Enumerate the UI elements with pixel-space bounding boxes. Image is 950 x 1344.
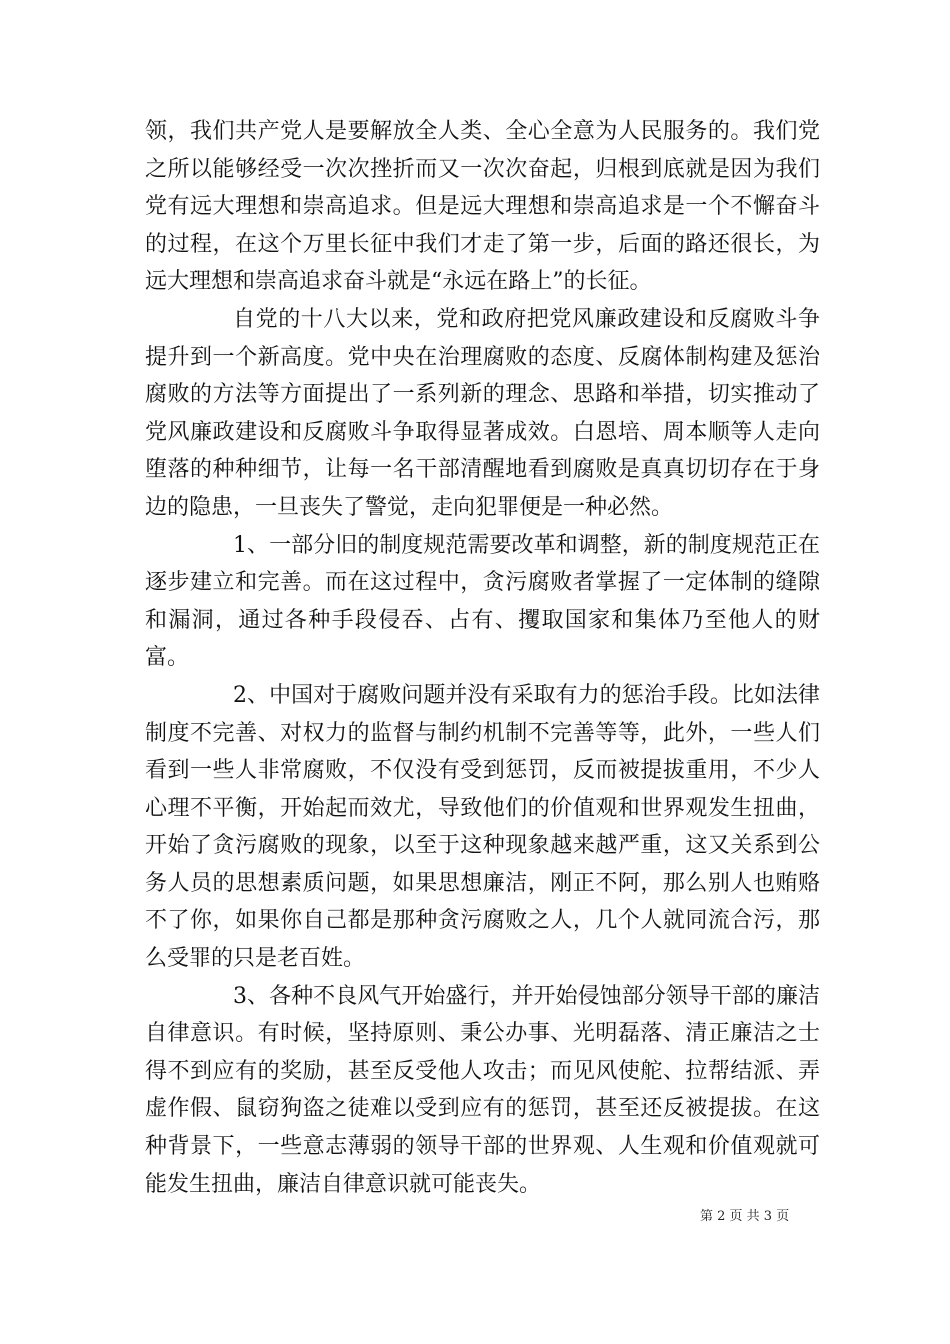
paragraph-point-1: 1、一部分旧的制度规范需要改革和调整，新的制度规范正在逐步建立和完善。而在这过程中，贪污腐败者掌握了一定体制的缝隙和漏洞，通过各种手段侵吞、占有、攫取国家和集体乃至他人的财富。 bbox=[145, 532, 820, 671]
paragraph-point-2: 2、中国对于腐败问题并没有采取有力的惩治手段。比如法律制度不完善、对权力的监督与制约机制不完善等等，此外，一些人们看到一些人非常腐败，不仅没有受到惩罚，反而被提拔重用，不少人心理不平衡，开始起而效尤，导致他们的价值观和世界观发生扭曲，开始了贪污腐败的现象，以至于这种现象越来越严重，这又关系到公务人员的思想素质问题，如果思想廉洁，刚正不阿，那么别人也贿赂不了你，如果你自己都是那种贪污腐败之人，几个人就同流合污，那么受罪的只是老百姓。 bbox=[145, 682, 820, 972]
page-number: 第 2 页 共 3 页 bbox=[700, 1209, 790, 1224]
paragraph-since-18th-congress: 自党的十八大以来，党和政府把党风廉政建设和反腐败斗争提升到一个新高度。党中央在治理腐败的态度、反腐体制构建及惩治腐败的方法等方面提出了一系列新的理念、思路和举措，切实推动了党风廉政建设和反腐败斗争取得显著成效。白恩培、周本顺等人走向堕落的种种细节，让每一名干部清醒地看到腐败是真真切切存在于身边的隐患，一旦丧失了警觉，走向犯罪便是一种必然。 bbox=[145, 306, 820, 520]
document-body bbox=[145, 113, 820, 1203]
paragraph-point-3: 3、各种不良风气开始盛行，并开始侵蚀部分领导干部的廉洁自律意识。有时候，坚持原则、秉公办事、光明磊落、清正廉洁之士得不到应有的奖励，甚至反受他人攻击；而见风使舵、拉帮结派、弄虚作假、鼠窃狗盗之徒难以受到应有的惩罚，甚至还反被提拔。在这种背景下，一些意志薄弱的领导干部的世界观、人生观和价值观就可能发生扭曲，廉洁自律意识就可能丧失。 bbox=[145, 983, 820, 1197]
paragraph-continuation: 领，我们共产党人是要解放全人类、全心全意为人民服务的。我们党之所以能够经受一次次挫折而又一次次奋起，归根到底就是因为我们党有远大理想和崇高追求。但是远大理想和崇高追求是一个不懈奋斗的过程，在这个万里长征中我们才走了第一步，后面的路还很长，为远大理想和崇高追求奋斗就是“永远在路上”的长征。 bbox=[145, 119, 820, 295]
